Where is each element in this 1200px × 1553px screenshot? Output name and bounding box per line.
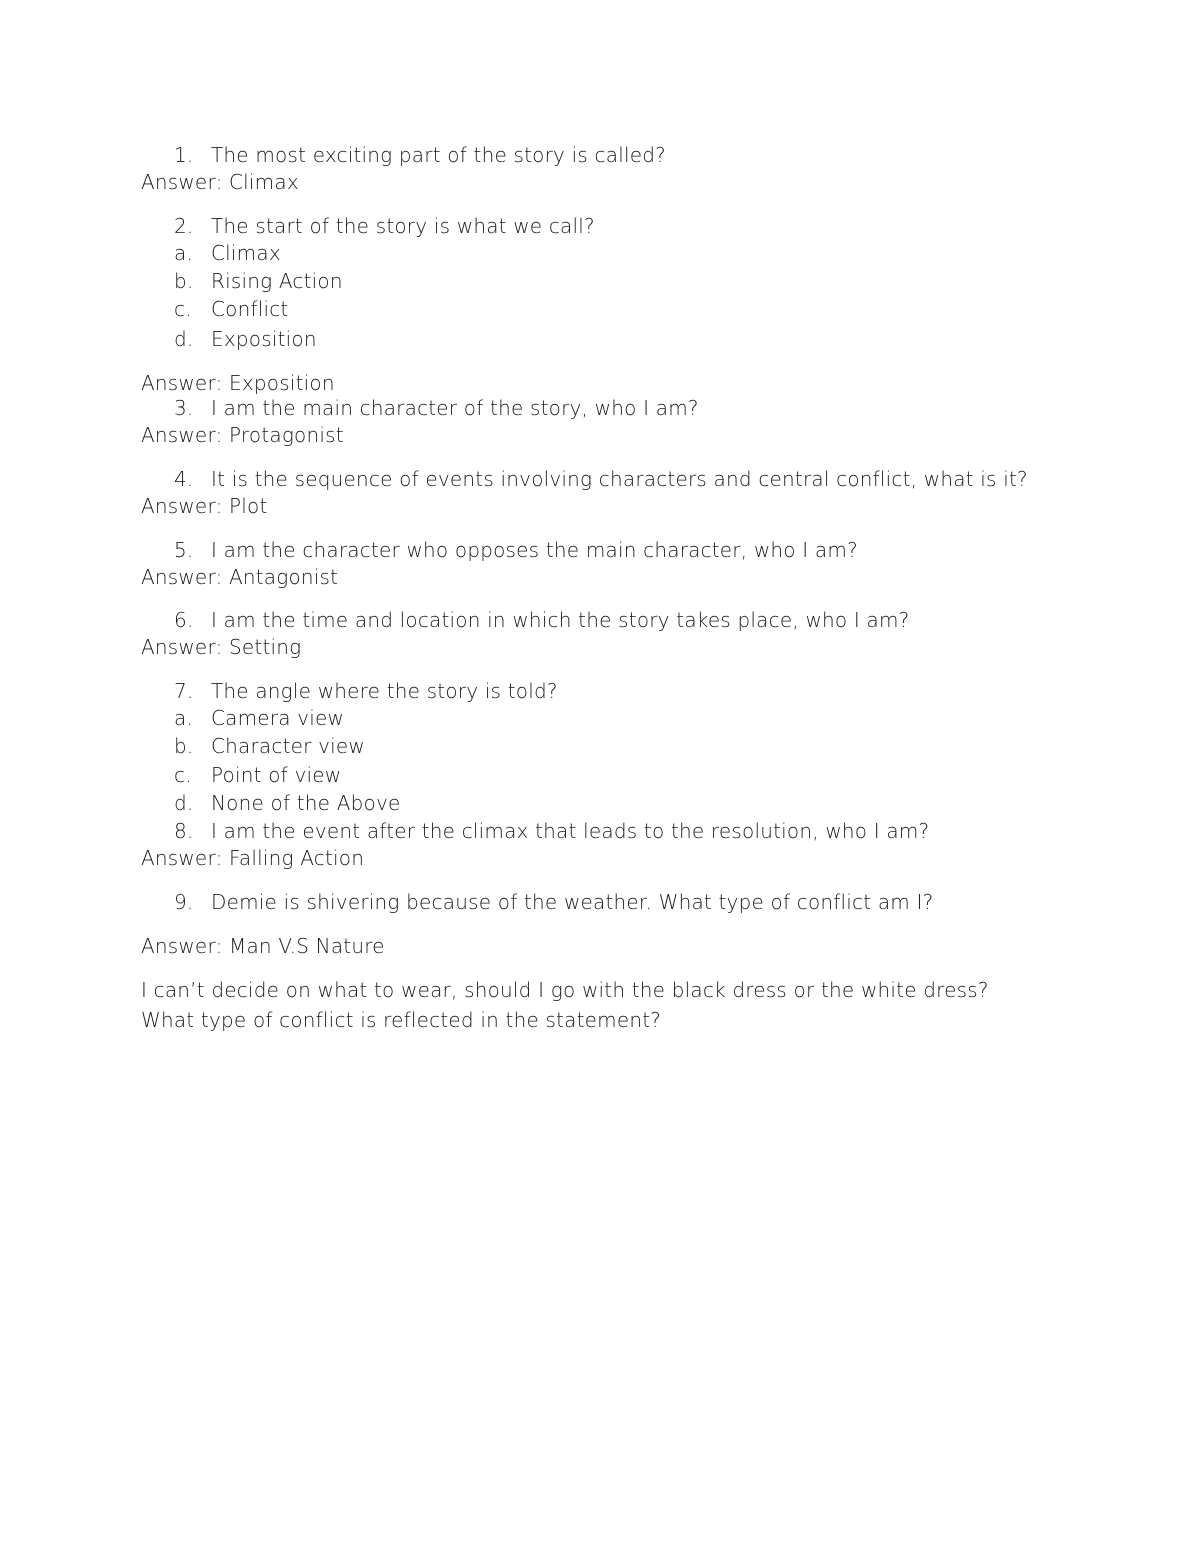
option-letter: d. — [174, 327, 194, 351]
option-text: Point of view — [211, 763, 342, 787]
answer-3: Answer: Protagonist — [141, 423, 344, 447]
option-text: Character view — [211, 734, 365, 758]
answer-5: Answer: Antagonist — [141, 565, 339, 589]
option-letter: c. — [174, 763, 192, 787]
answer-1: Answer: Climax — [141, 170, 299, 194]
answer-8: Answer: Falling Action — [141, 846, 365, 870]
question-number: 3. — [174, 396, 194, 420]
question-text: Demie is shivering because of the weather. What type of conflict am I? — [211, 890, 934, 914]
question-number: 2. — [174, 214, 194, 238]
closing-statement-line-1: I can’t decide on what to wear, should I go with the black dress or the white dress? — [141, 978, 989, 1002]
question-text: It is the sequence of events involving characters and central conflict, what is it? — [211, 467, 1028, 491]
question-number: 9. — [174, 890, 194, 914]
question-text: I am the time and location in which the story takes place, who I am? — [211, 608, 910, 632]
question-text: I am the event after the climax that leads to the resolution, who I am? — [211, 819, 930, 843]
question-number: 6. — [174, 608, 194, 632]
question-number: 1. — [174, 143, 194, 167]
option-text: Camera view — [211, 706, 345, 730]
question-text: The start of the story is what we call? — [211, 214, 595, 238]
option-letter: b. — [174, 269, 194, 293]
option-text: Exposition — [211, 327, 317, 351]
option-text: Conflict — [211, 297, 289, 321]
question-number: 5. — [174, 538, 194, 562]
option-letter: d. — [174, 791, 194, 815]
question-text: I am the character who opposes the main character, who I am? — [211, 538, 858, 562]
option-text: Rising Action — [211, 269, 343, 293]
answer-4: Answer: Plot — [141, 494, 268, 518]
option-letter: a. — [174, 706, 194, 730]
option-letter: a. — [174, 241, 194, 265]
answer-6: Answer: Setting — [141, 635, 302, 659]
option-text: Climax — [211, 241, 281, 265]
answer-2: Answer: Exposition — [141, 371, 335, 395]
answer-9: Answer: Man V.S Nature — [141, 934, 385, 958]
question-text: The most exciting part of the story is called? — [211, 143, 666, 167]
question-text: I am the main character of the story, who I am? — [211, 396, 699, 420]
option-text: None of the Above — [211, 791, 401, 815]
option-letter: b. — [174, 734, 194, 758]
question-number: 8. — [174, 819, 194, 843]
question-number: 4. — [174, 467, 194, 491]
question-text: The angle where the story is told? — [211, 679, 558, 703]
option-letter: c. — [174, 297, 192, 321]
closing-statement-line-2: What type of conflict is reflected in the statement? — [141, 1008, 662, 1032]
question-number: 7. — [174, 679, 194, 703]
